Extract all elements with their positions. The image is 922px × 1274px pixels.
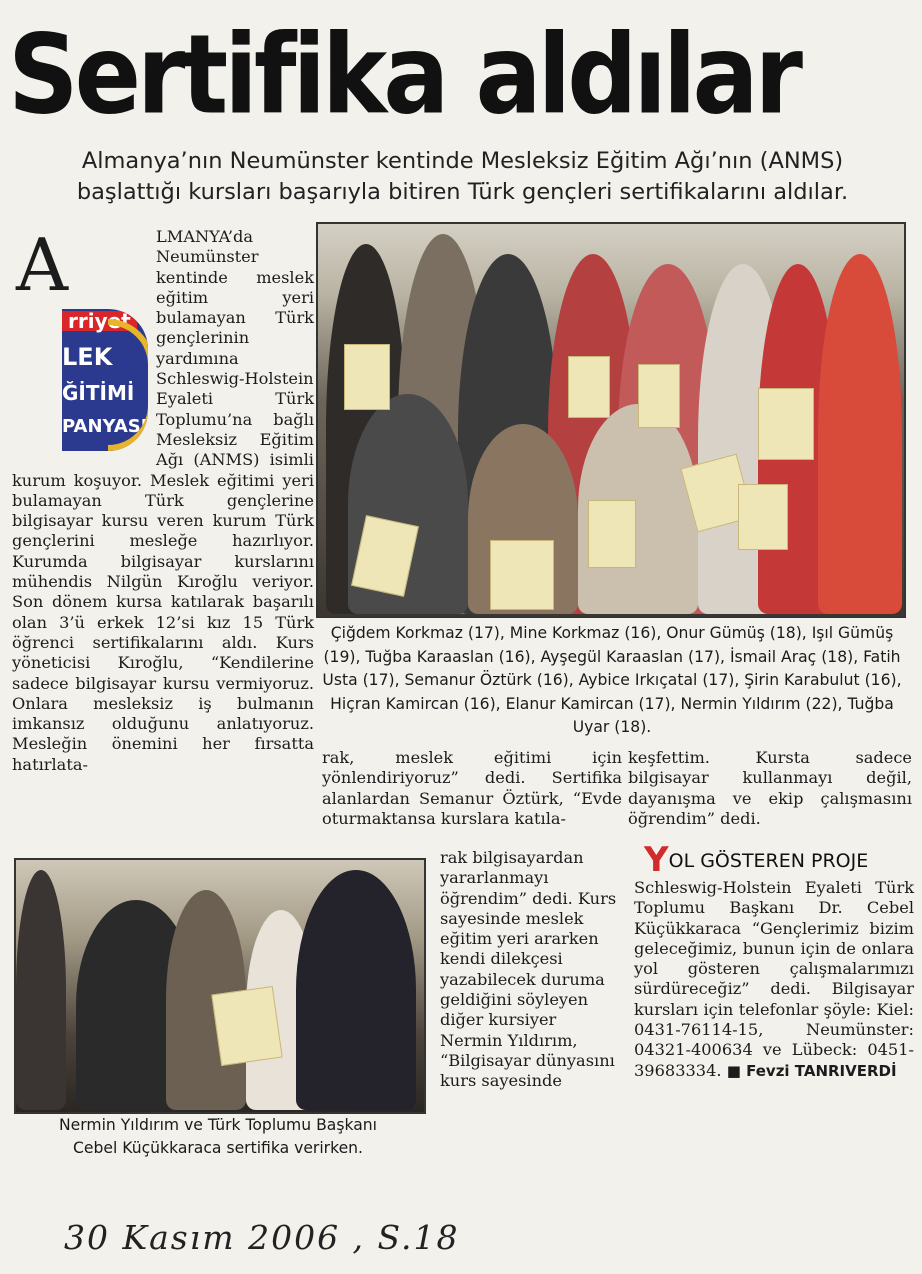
ceremony-photo (14, 858, 426, 1114)
ceremony-photo-caption (14, 1114, 422, 1160)
logo-line-4: PANYASI (62, 416, 148, 437)
author-byline: ■ Fevzi TANRIVERDİ (726, 1061, 897, 1080)
headline: Sertifika aldılar (8, 11, 799, 140)
series-logo (62, 309, 148, 451)
deck (10, 146, 915, 208)
column-2-top-text: rak, meslek eğitimi için yönlendiriyoruz” dedi. Sertifika alanlardan Semanur Öztürk, “Evde oturmaktansa kurslara katıla- (322, 748, 622, 828)
column-2-bottom-text: rak bilgisayardan yararlanmayı öğrendim” dedi. Kurs sayesinde meslek eğitim yeri ararken kendi dilekçesi yazabilecek duruma geldiğini söyleyen diğer kursiyer Nermin Yıldırım, “Bilgisayar dünyasını kurs sayesinde (440, 848, 617, 1091)
subhead (644, 840, 914, 880)
deck-line-2: başlattığı kursları başarıyla bitiren Türk gençleri sertifikalarını aldılar. (76, 179, 849, 205)
column-3-top (628, 748, 912, 829)
logo-ring-icon (108, 319, 148, 451)
group-photo (316, 222, 906, 618)
ceremony-caption-line-2: Cebel Küçükkaraca sertifika verirken. (73, 1139, 363, 1157)
drop-cap: A (16, 223, 68, 307)
deck-line-1: Almanya’nın Neumünster kentinde Mesleksiz Eğitim Ağı’nın (ANMS) (81, 148, 844, 174)
column-2-top (322, 748, 622, 829)
column-2-bottom (440, 848, 622, 1092)
column-1-text: LMANYA’da Neumünster kentinde meslek eğitim yeri bulamayan Türk gençlerinin yardımına Schleswig-Holstein Eyaleti Türk Toplumu’na bağlı Mesleksiz Eğitim Ağı (ANMS) isimli kurum koşuyor. Meslek eğitimi yeri bulamayan Türk gençlerine bilgisayar kursu veren kurum Türk gençlerini mesleğe hazırlıyor. Kurumda bilgisayar kurslarını mühendis Nilgün Kıroğlu veriyor. Son dönem kursa katılarak başarılı olan 3’ü erkek 12’si kız 15 Türk öğrenci sertifikalarını aldı. Kurs yöneticisi Kıroğlu, “Kendilerine sadece bilgisayar kursu vermiyoruz. Onlara mesleksiz iş bulmanın imkansız olduğunu anlatıyoruz. Mesleğin önemini her fırsatta hatırlata- (12, 227, 314, 774)
logo-line-3: ĞİTİMİ (62, 381, 135, 405)
photo-caption-names: Çiğdem Korkmaz (17), Mine Korkmaz (16), Onur Gümüş (18), Işıl Gümüş (19), Tuğba Karaaslan (16), Ayşegül Karaaslan (17), İsmail Araç (18), Fatih Usta (17), Semanur Öztürk (16), Aybice Irkıçatal (17), Şirin Karabulut (16), Hiçran Kamircan (16), Elanur Kamircan (17), Nermin Yıldırım (22), Tuğba Uyar (18). (322, 624, 902, 736)
logo-line-2: LEK (62, 343, 113, 371)
subhead-text: OL GÖSTEREN PROJE (668, 850, 869, 872)
subhead-initial: Y (644, 840, 669, 880)
column-3-body (634, 878, 914, 1081)
column-3-top-text: keşfettim. Kursta sadece bilgisayar kullanmayı değil, dayanışma ve ekip çalışmasını öğrendim” dedi. (628, 748, 912, 828)
ceremony-caption-line-1: Nermin Yıldırım ve Türk Toplumu Başkanı (59, 1116, 377, 1134)
column-3-body-text: Schleswig-Holstein Eyaleti Türk Toplumu Başkanı Dr. Cebel Küçükkaraca “Gençlerimiz bizim geleceğimiz, bunun için de onlara yol gösteren çalışmalarımızı sürdüreceğiz” dedi. Bilgisayar kursları için telefonlar şöyle: Kiel: 0431-76114-15, Neumünster: 04321-400634 ve Lübeck: 0451-39683334. (634, 878, 914, 1080)
logo-line-1: rriyet (62, 311, 137, 331)
handwritten-date-note: 30 Kasım 2006 , S.18 (64, 1218, 460, 1257)
column-1 (12, 223, 314, 775)
